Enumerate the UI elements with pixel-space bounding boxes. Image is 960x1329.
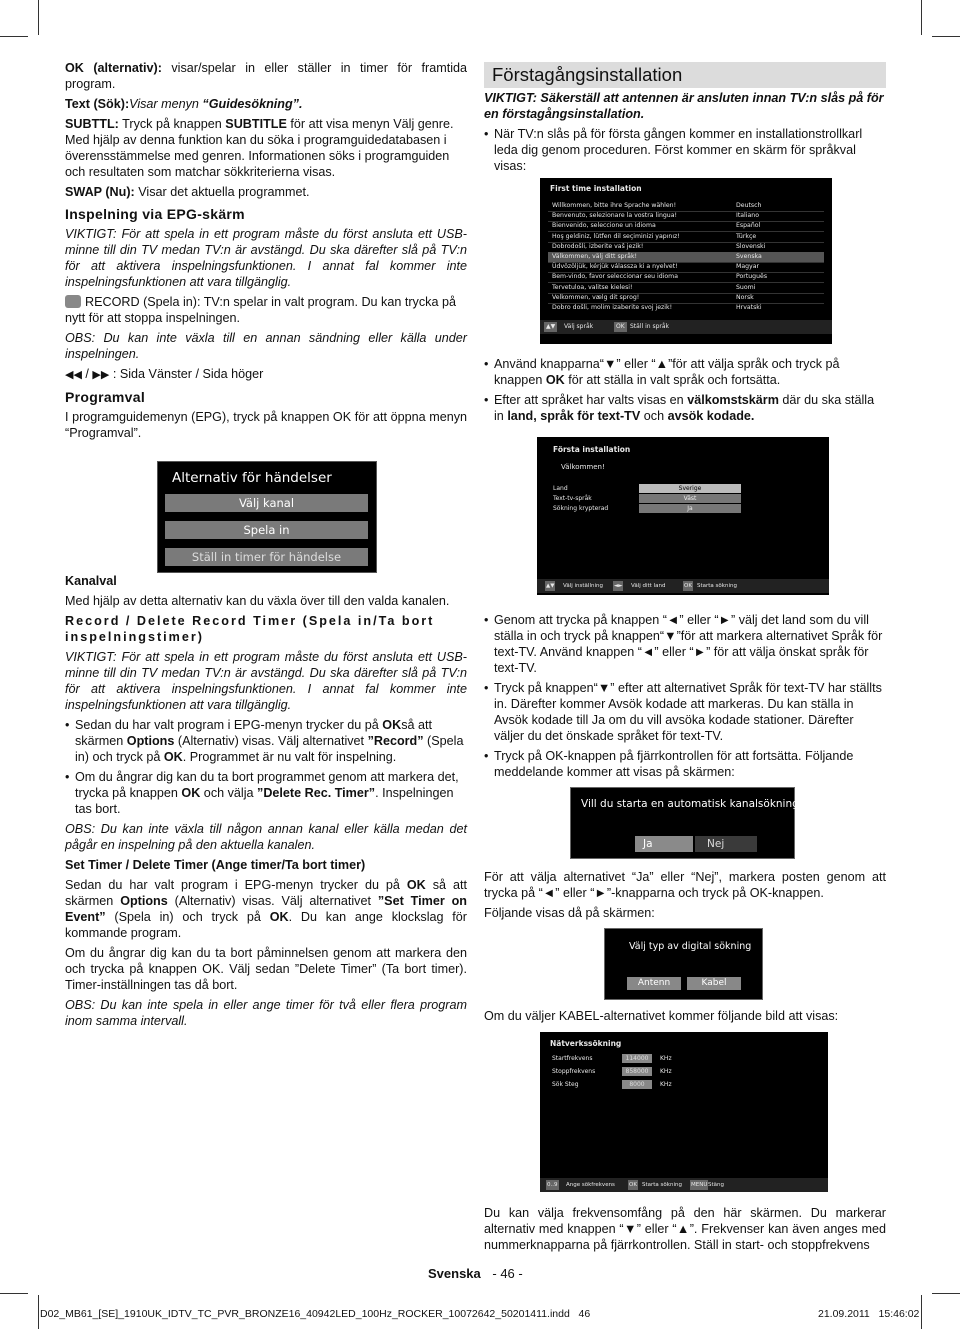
stc: så att skärmen bbox=[65, 878, 467, 908]
crop-mark bbox=[932, 1293, 960, 1294]
language-name: Hrvatski bbox=[736, 304, 762, 311]
sti: . Du kan ange klockslag för kommande program. bbox=[65, 910, 468, 940]
bottom-text: Du kan välja frekvensomfång på den här skärmen. Du markerar alternativ med knappen “▼” eller “▲”. Frekvenser kan även anges med nummerknapparna på fjärrkontrollen. Ställ in start- och stoppfrekvens bbox=[484, 1206, 886, 1252]
network-setting-row[interactable] bbox=[552, 1053, 812, 1065]
subttl-label: SUBTTL: bbox=[65, 117, 119, 131]
options-menu-title: Alternativ för händelser bbox=[172, 470, 332, 486]
after-dialog-text: För att välja alternativet “Ja” eller “Nej”, markera posten genom att trycka på “◄” eller “►”-knapparna och tryck på OK-knappen. bbox=[484, 870, 886, 900]
swap-label: SWAP (Nu): bbox=[65, 185, 135, 199]
record-text: RECORD (Spela in): TV:n spelar in valt program. Du kan trycka på nytt för att stoppa inspelningen. bbox=[65, 295, 456, 325]
leftright-key-icon: ◄► bbox=[614, 583, 623, 589]
language-greeting: Hoş geldiniz, lütfen dil seçiminizi yapınız! bbox=[552, 232, 680, 240]
text-bold: “Guidesökning”. bbox=[202, 97, 303, 111]
network-setting-row[interactable] bbox=[552, 1066, 812, 1078]
screen-footer bbox=[540, 320, 832, 334]
bullet-record bbox=[65, 717, 467, 765]
language-greeting: Välkommen, välj ditt språk! bbox=[552, 253, 638, 260]
bullet-use-buttons bbox=[484, 356, 886, 388]
settimer-text bbox=[65, 877, 467, 941]
left-column-top bbox=[65, 60, 467, 441]
no-button[interactable]: Nej bbox=[695, 836, 757, 852]
crop-mark bbox=[0, 36, 28, 37]
crop-mark bbox=[0, 1293, 28, 1294]
language-name: Slovenski bbox=[736, 242, 766, 250]
welcome-setting-row[interactable] bbox=[553, 504, 813, 514]
r2e: för att ställa in valt språk och fortsätta. bbox=[564, 373, 781, 387]
b2e: . Inspelningen tas bort. bbox=[75, 786, 454, 816]
updown-key-icon: ▲▼ bbox=[546, 583, 555, 589]
bullet-country: • Genom att trycka på knappen “◄” eller “►” välj det land som du vill ställa in och tryck på knappen“▼”för att markera alternativet Språk för text-TV. Använd knappen “◄” eller “►” för att välja önskat språk för text-TV. bbox=[484, 612, 886, 676]
language-greeting: Bem-vindo, favor seleccionar seu idioma bbox=[552, 273, 679, 281]
number-keys-icon: 0..9 bbox=[547, 1182, 558, 1188]
warning2: VIKTIGT: För att spela in ett program måste du först ansluta ett USB-minne till din TV medan TV:n är avstängd. Du ska därefter slå på TV:n för att aktivera inspelningsfunktionen. I annat fal kommer inte inspelningsfunktionen att vara tillgänglig. bbox=[65, 650, 467, 712]
setting-label: Startfrekvens bbox=[552, 1055, 593, 1062]
menu-item-stall-in-timer[interactable]: Ställ in timer för händelse bbox=[165, 548, 368, 566]
bullet-teletext: • Tryck på knappen“▼” efter att alternativet Språk för text-TV har ställts in. Därefter kommer Avsök kodade att markeras. Du kan ställa in Avsök kodade till Ja om du vill avsöka kodade stationer. Därefter väljer du det önskade språket för text-TV. bbox=[484, 680, 886, 744]
footer-language: Svenska bbox=[428, 1266, 481, 1281]
setting-value[interactable]: 8000 bbox=[622, 1080, 652, 1089]
b1e: (Alternativ) visas. Välj alternativet bbox=[174, 734, 368, 748]
setting-value[interactable]: Ja bbox=[639, 504, 741, 513]
welcome-footer bbox=[537, 579, 829, 593]
page-nav-paragraph: ◀◀ / ▶▶ : Sida Vänster / Sida höger bbox=[65, 367, 264, 381]
programval-heading: Programval bbox=[65, 389, 146, 405]
r3a: Efter att språket har valts visas en bbox=[494, 393, 688, 407]
language-name: Português bbox=[736, 273, 768, 281]
options-menu-box bbox=[157, 461, 377, 573]
r2b: ” eller “ bbox=[616, 357, 656, 371]
ste: (Alternativ) visas. Välj alternativet bbox=[167, 894, 378, 908]
b1d: Options bbox=[126, 734, 175, 748]
left-column-bottom bbox=[65, 573, 467, 1029]
r2c: ”för att välja språk och tryck på knappen bbox=[494, 357, 840, 387]
setting-value[interactable]: 114000 bbox=[622, 1054, 652, 1063]
language-greeting: Velkommen, vælg dit sprog! bbox=[552, 293, 640, 301]
text-paragraph bbox=[65, 96, 467, 112]
subttl-text2: för att visa menyn Välj genre. Med hjälp av denna funktion kan du söka i programguidedatabasen i överensstämmelse med genren. Informationen söks i programguiden och resultaten som matchar sökkriterierna visas. bbox=[65, 117, 454, 179]
welcome-title: Första installation bbox=[553, 445, 631, 454]
stb: OK bbox=[406, 878, 426, 892]
fast-forward-icon: ▶▶ bbox=[92, 369, 110, 381]
kanalval-heading: Kanalval bbox=[65, 574, 117, 588]
language-greeting: Üdvözöljük, kérjük válassza ki a nyelvet! bbox=[552, 263, 678, 271]
setting-value[interactable]: 858000 bbox=[622, 1067, 652, 1076]
r3f: avsök kodade. bbox=[667, 409, 755, 423]
record-paragraph bbox=[65, 294, 467, 326]
search-dialog bbox=[570, 787, 805, 859]
language-name: Deutsch bbox=[736, 202, 762, 209]
r3d: land, språk för text-TV bbox=[507, 409, 641, 423]
b2c: och välja bbox=[200, 786, 258, 800]
bullet-first-start: • När TV:n slås på för första gången kommer en installationstrollkarl leda dig genom proceduren. Först kommer en skärm för språkval visas: bbox=[484, 126, 886, 174]
footer-item: Välj ditt land bbox=[631, 583, 666, 589]
setting-label: Stoppfrekvens bbox=[552, 1068, 596, 1075]
ok-label: OK (alternativ): bbox=[65, 61, 162, 75]
record-heading: Record / Delete Record Timer (Spela in/Ta bort inspelningstimer) bbox=[65, 614, 435, 644]
language-greeting: Willkommen, bitte ihre Sprache wählen! bbox=[552, 202, 677, 209]
menu-key-icon: MENU bbox=[691, 1182, 708, 1188]
language-name: Suomi bbox=[736, 283, 756, 291]
welcome-screen bbox=[537, 437, 829, 595]
sta: Sedan du har valt program i EPG-menyn trycker du på bbox=[65, 878, 407, 892]
swap-text: Visar det aktuella programmet. bbox=[134, 185, 310, 199]
b2d: ”Delete Rec. Timer” bbox=[257, 786, 376, 800]
footer-item: Stäng bbox=[708, 1182, 724, 1188]
sth: OK bbox=[269, 910, 289, 924]
b1g: (Spela in) och tryck på bbox=[75, 734, 464, 764]
footer-item: Ange sökfrekvens bbox=[566, 1182, 615, 1188]
b1c: så att skärmen bbox=[75, 718, 432, 748]
regret-text: Om du ångrar dig kan du ta bort påminnelsen genom att markera den och trycka på knappen OK. Välj sedan ”Delete Timer” (Ta bort timer). Timer-inställningen tas då bort. bbox=[65, 946, 467, 992]
network-footer bbox=[540, 1178, 828, 1192]
setting-value[interactable]: Väst bbox=[639, 494, 741, 503]
screen-title: First time installation bbox=[550, 184, 642, 193]
ok-paragraph bbox=[65, 60, 467, 92]
right-column-bullets bbox=[484, 612, 886, 780]
b1f: ”Record” bbox=[367, 734, 424, 748]
text-text: Visar menyn bbox=[129, 97, 203, 111]
unit-label: KHz bbox=[660, 1068, 672, 1075]
menu-item-spela-in[interactable]: Spela in bbox=[165, 521, 368, 539]
setting-value[interactable]: Sverige bbox=[639, 484, 741, 493]
welcome-setting-row[interactable] bbox=[553, 494, 813, 504]
footer-select-language: Välj språk bbox=[564, 323, 594, 330]
b2a: Om du ångrar dig kan du ta bort programmet genom att markera det, trycka på knappen bbox=[75, 770, 459, 800]
ok-key-icon: OK bbox=[629, 1182, 637, 1188]
setting-label: Sök Steg bbox=[552, 1081, 579, 1088]
language-greeting: Tervetuloa, valitse kielesi! bbox=[552, 283, 633, 291]
search-dialog-title: Vill du starta en automatisk kanalsökning? bbox=[581, 798, 805, 810]
menu-item-valj-kanal[interactable]: Välj kanal bbox=[165, 494, 368, 512]
epg-heading: Inspelning via EPG-skärm bbox=[65, 206, 245, 222]
swap-paragraph bbox=[65, 184, 467, 200]
b1b: OK bbox=[382, 718, 402, 732]
programval-text: I programguidemenyn (EPG), tryck på knappen OK för att öppna menyn “Programval”. bbox=[65, 410, 467, 440]
bullet-ok: • Tryck på OK-knappen på fjärrkontrollen för att fortsätta. Följande meddelande kommer att visas på skärmen: bbox=[484, 748, 886, 780]
crop-mark bbox=[921, 0, 922, 35]
following-text: Följande visas då på skärmen: bbox=[484, 906, 655, 920]
crop-mark bbox=[38, 0, 39, 35]
language-name: Magyar bbox=[736, 263, 760, 271]
yes-button[interactable]: Ja bbox=[635, 836, 693, 852]
section-heading: Förstagångsinstallation bbox=[484, 62, 886, 88]
r2d: OK bbox=[545, 373, 565, 387]
page-number: - 46 - bbox=[492, 1266, 523, 1281]
ok-key-icon: OK bbox=[616, 323, 625, 330]
crop-mark bbox=[38, 1295, 39, 1329]
r2a: Använd knapparna“ bbox=[494, 357, 604, 371]
rewind-icon: ◀◀ bbox=[65, 369, 82, 381]
bottom-text-block bbox=[484, 1205, 886, 1253]
kanalval-text: Med hjälp av detta alternativ kan du växla över till den valda kanalen. bbox=[65, 594, 450, 608]
obs2: OBS: Du kan inte växla till någon annan kanal eller källa medan det pågår en inspelning på den aktuella kanalen. bbox=[65, 822, 467, 852]
r3b: välkomstskärm bbox=[687, 393, 779, 407]
std: Options bbox=[120, 894, 168, 908]
ok-key-icon: OK bbox=[684, 583, 692, 589]
language-greeting: Benvenuto, selezionare la vostra lingua! bbox=[552, 212, 677, 220]
crop-mark bbox=[921, 1295, 922, 1329]
obs1: OBS: Du kan inte växla till en annan sändning eller källa under inspelningen. bbox=[65, 331, 467, 361]
down-arrow-icon: ▼ bbox=[603, 357, 617, 371]
unit-label: KHz bbox=[660, 1055, 672, 1062]
bullet-welcome bbox=[484, 392, 886, 424]
b1a: Sedan du har valt program i EPG-menyn trycker du på bbox=[75, 718, 383, 732]
b1h: OK bbox=[163, 750, 183, 764]
text-label: Text (Sök): bbox=[65, 97, 130, 111]
search-type-title: Välj typ av digital sökning bbox=[629, 941, 752, 952]
kabel-text-block bbox=[484, 1008, 886, 1024]
network-setting-row[interactable] bbox=[552, 1079, 812, 1091]
unit-label: KHz bbox=[660, 1081, 672, 1088]
ok-text: visar/spelar in eller ställer in timer för framtida program. bbox=[65, 61, 468, 91]
welcome-setting-row[interactable] bbox=[553, 484, 813, 494]
settimer-heading: Set Timer / Delete Timer (Ange timer/Ta bort timer) bbox=[65, 858, 366, 872]
record-button-icon bbox=[65, 295, 81, 308]
right-column-after-dialog bbox=[484, 869, 886, 921]
up-arrow-icon: ▲ bbox=[655, 357, 669, 371]
language-name: Türkçe bbox=[736, 232, 757, 240]
footer-item: Starta sökning bbox=[642, 1182, 682, 1188]
network-search-screen bbox=[540, 1032, 828, 1192]
kabel-text: Om du väljer KABEL-alternativet kommer följande bild att visas: bbox=[484, 1009, 839, 1023]
footer-item: Starta sökning bbox=[697, 583, 737, 589]
subttl-text: Tryck på knappen bbox=[118, 117, 226, 131]
footer-set-language: Ställ in språk bbox=[630, 323, 670, 330]
nav-arrows-icon: ▲▼ bbox=[546, 323, 556, 330]
epg-warning: VIKTIGT: För att spela in ett program måste du först ansluta ett USB-minne till din TV medan TV:n är avstängd. Du ska därefter slå på TV:n för att aktivera inspelningsfunktionen. I annat fal kommer inte inspelningsfunktionen att vara tillgänglig. bbox=[65, 227, 467, 289]
subttl-paragraph bbox=[65, 116, 467, 180]
crop-mark bbox=[932, 36, 960, 37]
language-row[interactable] bbox=[548, 303, 824, 313]
stg: (Spela in) och tryck på bbox=[105, 910, 270, 924]
stf: ”Set Timer on Event” bbox=[65, 894, 467, 924]
setting-label: Land bbox=[553, 485, 568, 492]
language-greeting: Bienvenido, seleccione un idioma bbox=[552, 222, 656, 230]
obs3: OBS: Du kan inte spela in eller ange timer för två eller flera program inom samma intervall. bbox=[65, 998, 467, 1028]
b2b: OK bbox=[181, 786, 201, 800]
subttl-bold: SUBTITLE bbox=[225, 117, 287, 131]
right-column-mid bbox=[484, 356, 886, 424]
bullet-delete bbox=[65, 769, 467, 817]
important-note: VIKTIGT: Säkerställ att antennen är ansluten innan TV:n slås på för en förstagångsinstallation. bbox=[484, 91, 884, 121]
language-name: Español bbox=[736, 222, 761, 230]
r3e: och bbox=[640, 409, 668, 423]
language-selection-screen bbox=[540, 178, 832, 344]
footer-item: Välj inställning bbox=[563, 583, 603, 589]
setting-label: Text-tv-språk bbox=[553, 495, 592, 502]
language-name: Norsk bbox=[736, 293, 754, 301]
print-file-info: D02_MB61_[SE]_1910UK_IDTV_TC_PVR_BRONZE16_40942LED_100Hz_ROCKER_10072642_50201411.indd 46 bbox=[40, 1308, 591, 1320]
r3c: där du ska ställa in bbox=[494, 393, 875, 423]
setting-label: Sökning krypterad bbox=[553, 505, 609, 512]
language-name: Svenska bbox=[736, 253, 762, 260]
cable-button[interactable]: Kabel bbox=[687, 977, 741, 990]
print-date: 21.09.2011 15:46:02 bbox=[818, 1308, 920, 1320]
antenna-button[interactable]: Antenn bbox=[627, 977, 681, 990]
search-type-dialog bbox=[604, 928, 763, 1000]
right-column-top bbox=[484, 62, 886, 174]
network-title: Nätverkssökning bbox=[550, 1039, 622, 1048]
language-greeting: Dobrodošli, izberite vaš jezik! bbox=[552, 242, 644, 250]
welcome-subtitle: Välkommen! bbox=[561, 463, 605, 471]
language-greeting: Dobro došli, molim izaberite svoj jezik! bbox=[552, 304, 673, 311]
b1i: . Programmet är nu valt för inspelning. bbox=[182, 750, 397, 764]
language-name: Italiano bbox=[736, 212, 759, 220]
page-footer bbox=[428, 1266, 523, 1281]
page-text: : Sida Vänster / Sida höger bbox=[112, 367, 264, 381]
